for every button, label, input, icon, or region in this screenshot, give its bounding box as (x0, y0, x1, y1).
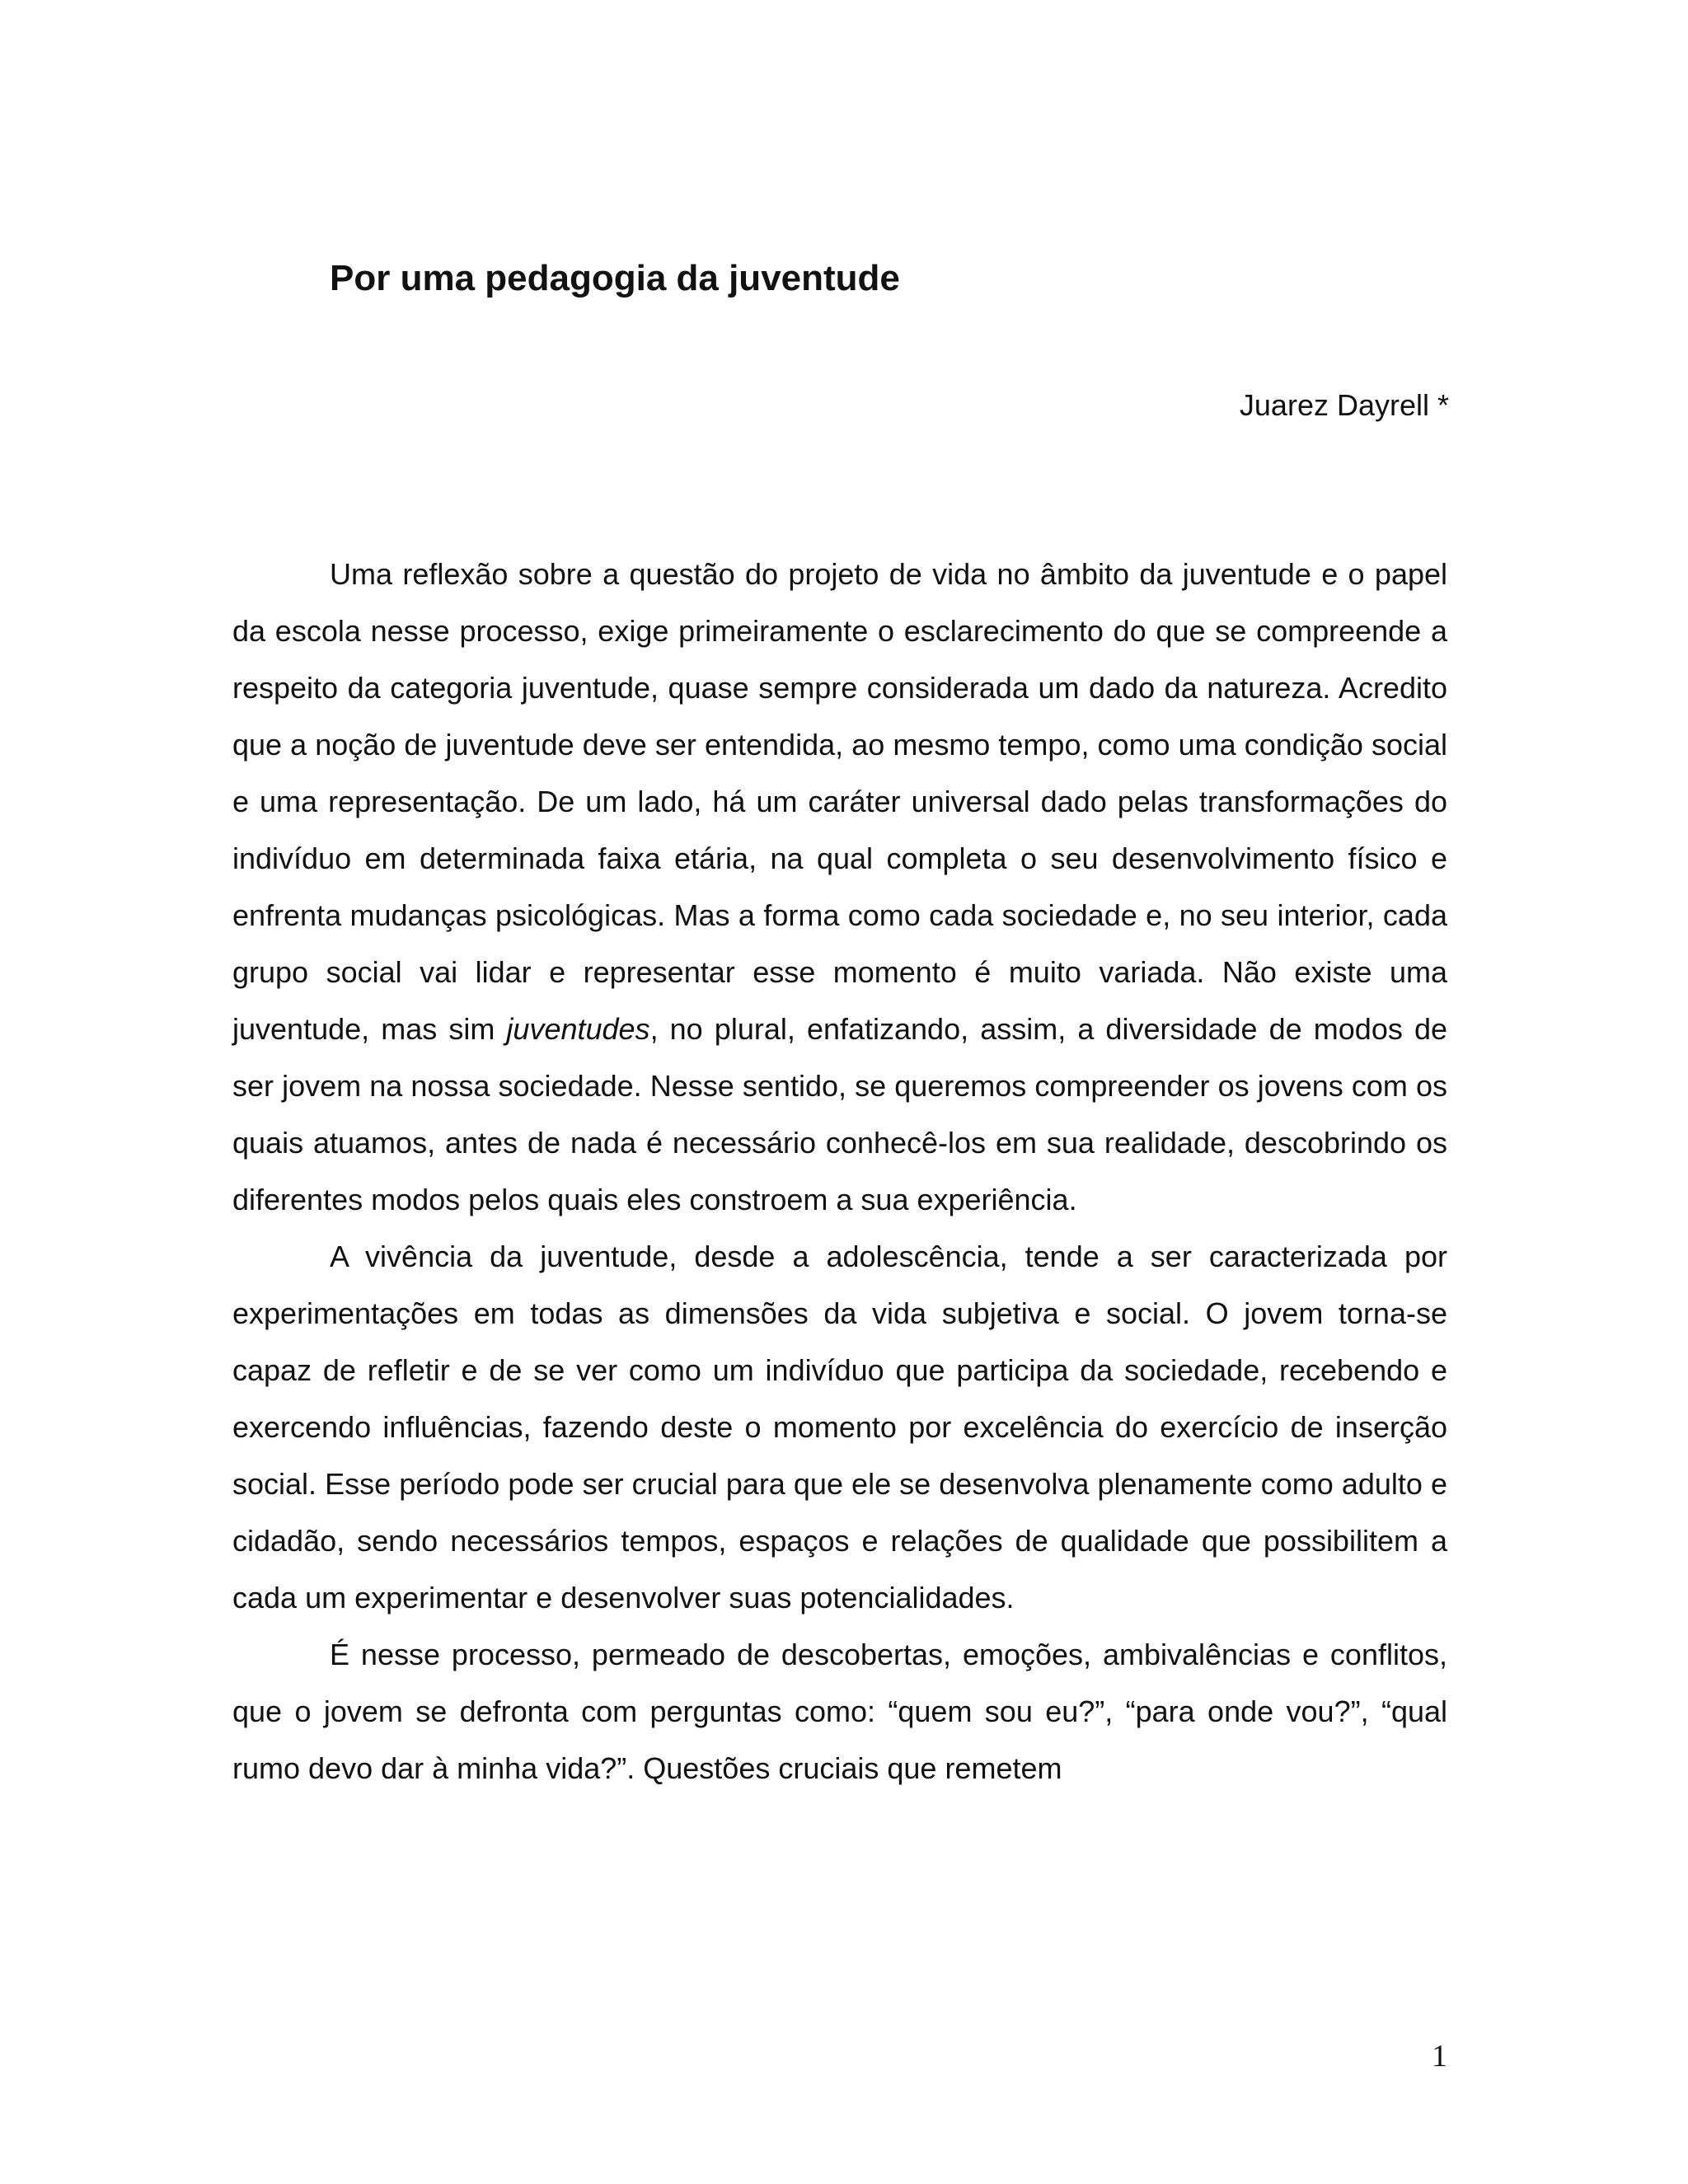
document-title: Por uma pedagogia da juventude (330, 258, 900, 298)
page-number: 1 (1432, 2039, 1447, 2074)
paragraph-1-text-after: , no plural, enfatizando, assim, a diversidade de modos de ser jovem na nossa sociedade. Nesse sentido, se queremos compreender os jovens com os quais atuamos, antes de nada é necessário conhecê-los em sua realidade, descobrindo os diferentes modos pelos quais eles constroem a sua experiência. (232, 1012, 1447, 1216)
emphasized-word: juventudes (506, 1012, 650, 1046)
paragraph-1-text-before: Uma reflexão sobre a questão do projeto de vida no âmbito da juventude e o papel da escola nesse processo, exige primeiramente o esclarecimento do que se compreende a respeito da categoria juventude, quase sempre considerada um dado da natureza. Acredito que a noção de juventude deve ser entendida, ao mesmo tempo, como uma condição social e uma representação. De um lado, há um caráter universal dado pelas transformações do indivíduo em determinada faixa etária, na qual completa o seu desenvolvimento físico e enfrenta mudanças psicológicas. Mas a forma como cada sociedade e, no seu interior, cada grupo social vai lidar e representar esse momento é muito variada. Não existe uma juventude, mas sim (232, 557, 1447, 1046)
paragraph-3: É nesse processo, permeado de descobertas, emoções, ambivalências e conflitos, que o jovem se defronta com perguntas como: “quem sou eu?”, “para onde vou?”, “qual rumo devo dar à minha vida?”. Questões cruciais que remetem (232, 1638, 1447, 1785)
paragraph-1 (232, 546, 1447, 1228)
document-body (232, 546, 1447, 1797)
paragraph-2: A vivência da juventude, desde a adolescência, tende a ser caracterizada por experimentações em todas as dimensões da vida subjetiva e social. O jovem torna-se capaz de refletir e de se ver como um indivíduo que participa da sociedade, recebendo e exercendo influências, fazendo deste o momento por excelência do exercício de inserção social. Esse período pode ser crucial para que ele se desenvolva plenamente como adulto e cidadão, sendo necessários tempos, espaços e relações de qualidade que possibilitem a cada um experimentar e desenvolver suas potencialidades. (232, 1240, 1447, 1615)
author-name: Juarez Dayrell * (1239, 388, 1449, 422)
